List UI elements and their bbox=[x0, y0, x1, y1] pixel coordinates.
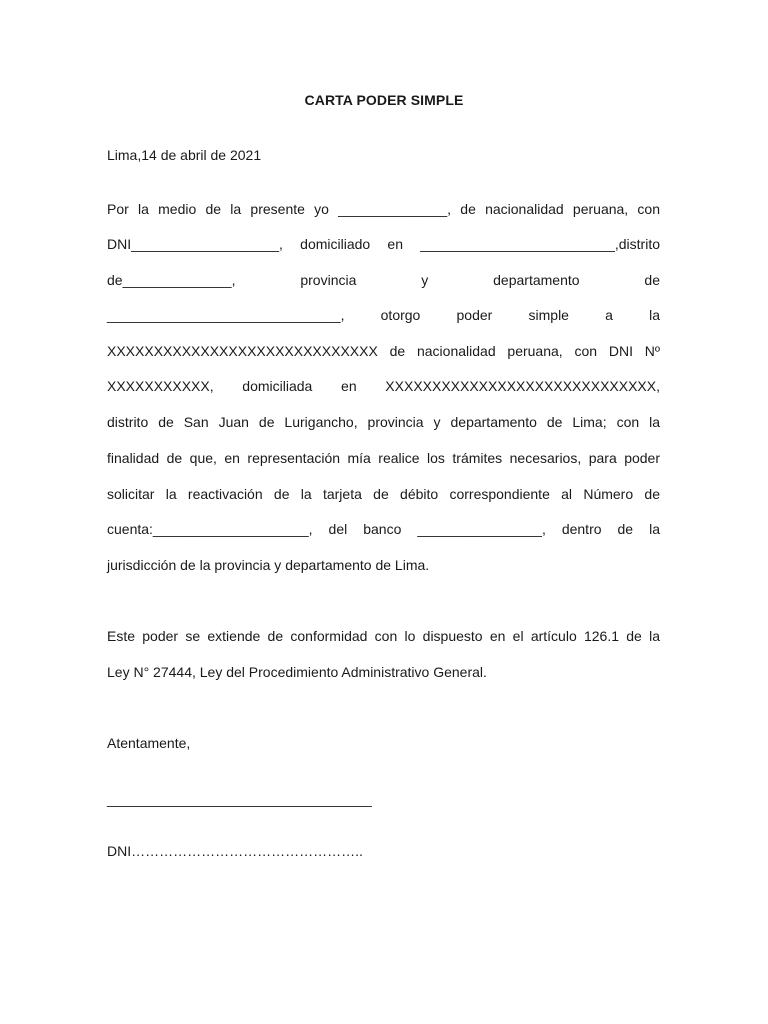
body-line: DNI___________________, domiciliado en _________________________,distrito bbox=[107, 236, 660, 252]
body-line: Por la medio de la presente yo ______________, de nacionalidad peruana, con bbox=[107, 201, 660, 217]
body-line: jurisdicción de la provincia y departamento de Lima. bbox=[107, 557, 430, 573]
closing-text: Atentamente, bbox=[107, 735, 191, 751]
date-line: Lima,14 de abril de 2021 bbox=[107, 147, 262, 163]
law-line: Ley N° 27444, Ley del Procedimiento Administrativo General. bbox=[107, 664, 487, 680]
law-line: Este poder se extiende de conformidad con lo dispuesto en el artículo 126.1 de la bbox=[107, 628, 660, 644]
signature-line: __________________________________ bbox=[107, 791, 372, 807]
body-line: distrito de San Juan de Lurigancho, provincia y departamento de Lima; con la bbox=[107, 414, 660, 430]
body-line: XXXXXXXXXXX, domiciliada en XXXXXXXXXXXXXXXXXXXXXXXXXXXXX, bbox=[107, 378, 660, 394]
body-line: finalidad de que, en representación mía realice los trámites necesarios, para poder bbox=[107, 450, 660, 466]
body-line: de______________, provincia y departamento de bbox=[107, 272, 660, 288]
body-line: solicitar la reactivación de la tarjeta de débito correspondiente al Número de bbox=[107, 486, 660, 502]
body-line: cuenta:____________________, del banco ________________, dentro de la bbox=[107, 521, 660, 537]
dni-line: DNI………………………………………….. bbox=[107, 843, 363, 859]
body-line: ______________________________, otorgo poder simple a la bbox=[107, 307, 660, 323]
document-title: CARTA PODER SIMPLE bbox=[304, 92, 464, 108]
body-line: XXXXXXXXXXXXXXXXXXXXXXXXXXXXX de nacionalidad peruana, con DNI Nº bbox=[107, 343, 660, 359]
